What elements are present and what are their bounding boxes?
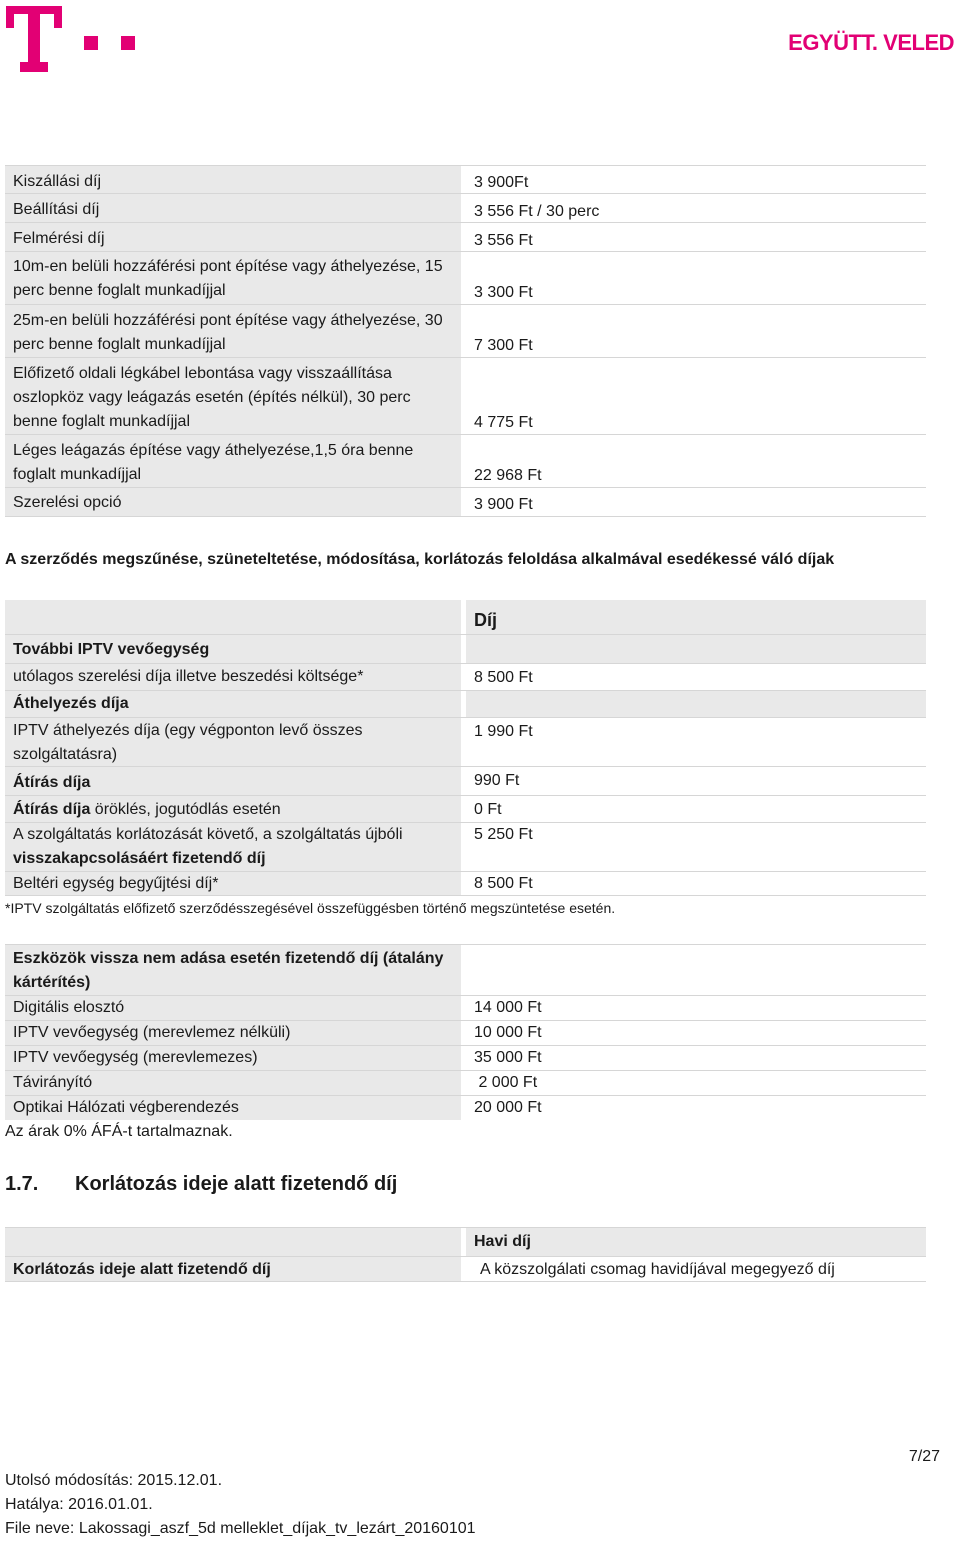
table-row: IPTV áthelyezés díja (egy végponton levő összes szolgáltatásra) 1 990 Ft: [5, 718, 926, 766]
tagline: EGYÜTT. VELED: [788, 30, 954, 55]
effective-date: Hatálya: 2016.01.01.: [5, 1496, 153, 1513]
telekom-logo: [6, 6, 62, 72]
table-row: utólagos szerelési díja illetve beszedési költsége* 8 500 Ft: [5, 664, 926, 690]
table-row: IPTV vevőegység (merevlemezes) 35 000 Ft: [5, 1046, 926, 1070]
table-row: IPTV vevőegység (merevlemez nélküli) 10 000 Ft: [5, 1021, 926, 1045]
section-title: Korlátozás ideje alatt fizetendő díj: [75, 1173, 398, 1195]
table-row: Szerelési opció 3 900 Ft: [5, 488, 926, 516]
table-row: Optikai Hálózati végberendezés 20 000 Ft: [5, 1096, 926, 1120]
logo-dot: [121, 36, 135, 50]
file-name: File neve: Lakossagi_aszf_5d melleklet_díjak_tv_lezárt_20160101: [5, 1520, 476, 1537]
vat-note: Az árak 0% ÁFÁ-t tartalmaznak.: [5, 1123, 233, 1140]
table-header-row: Eszközök vissza nem adása esetén fizetendő díj (átalány kártérítés): [5, 945, 926, 995]
table-row: Beállítási díj 3 556 Ft / 30 perc: [5, 194, 926, 222]
table-row: Átírás díja 990 Ft: [5, 767, 926, 795]
table-row: Kiszállási díj 3 900Ft: [5, 166, 926, 193]
table-row: Korlátozás ideje alatt fizetendő díj A közszolgálati csomag havidíjával megegyező díj: [5, 1257, 926, 1281]
table-row: Áthelyezés díja: [5, 691, 926, 717]
table-row: Léges leágazás építése vagy áthelyezése,1,5 óra benne foglalt munkadíjjal 22 968 Ft: [5, 435, 926, 487]
table-header-row: Díj: [5, 600, 926, 634]
page-number: 7/27: [908, 1448, 940, 1465]
table-row: Beltéri egység begyűjtési díj* 8 500 Ft: [5, 872, 926, 895]
logo-dot: [84, 36, 98, 50]
table-row: 10m-en belüli hozzáférési pont építése vagy áthelyezése, 15 perc benne foglalt munkadíjjal 3 300 Ft: [5, 252, 926, 304]
last-modified: Utolsó módosítás: 2015.12.01.: [5, 1472, 223, 1489]
table-row: A szolgáltatás korlátozását követő, a szolgáltatás újbóli visszakapcsolásáért fizetendő díj 5 250 Ft: [5, 823, 926, 871]
table-row: 25m-en belüli hozzáférési pont építése vagy áthelyezése, 30 perc benne foglalt munkadíjjal 7 300 Ft: [5, 305, 926, 357]
table-row: További IPTV vevőegység: [5, 635, 926, 663]
table-row: Felmérési díj 3 556 Ft: [5, 223, 926, 251]
table-row: Előfizető oldali légkábel lebontása vagy visszaállítása oszlopköz vagy leágazás esetén (építés nélkül), 30 perc benne foglalt munkadíjjal 4 775 Ft: [5, 358, 926, 434]
section-number: 1.7.: [5, 1173, 39, 1195]
table-row: Átírás díja öröklés, jogutódlás esetén 0 Ft: [5, 796, 926, 822]
footnote: *IPTV szolgáltatás előfizető szerződésszegésével összefüggésben történő megszüntetése esetén.: [5, 900, 616, 916]
table-row: Távirányító 2 000 Ft: [5, 1071, 926, 1095]
table-row: Digitális elosztó 14 000 Ft: [5, 996, 926, 1020]
table-header-row: Havi díj: [5, 1228, 926, 1256]
section-heading: A szerződés megszűnése, szüneteltetése, módosítása, korlátozás feloldása alkalmával esedékessé váló díjak: [5, 551, 835, 568]
